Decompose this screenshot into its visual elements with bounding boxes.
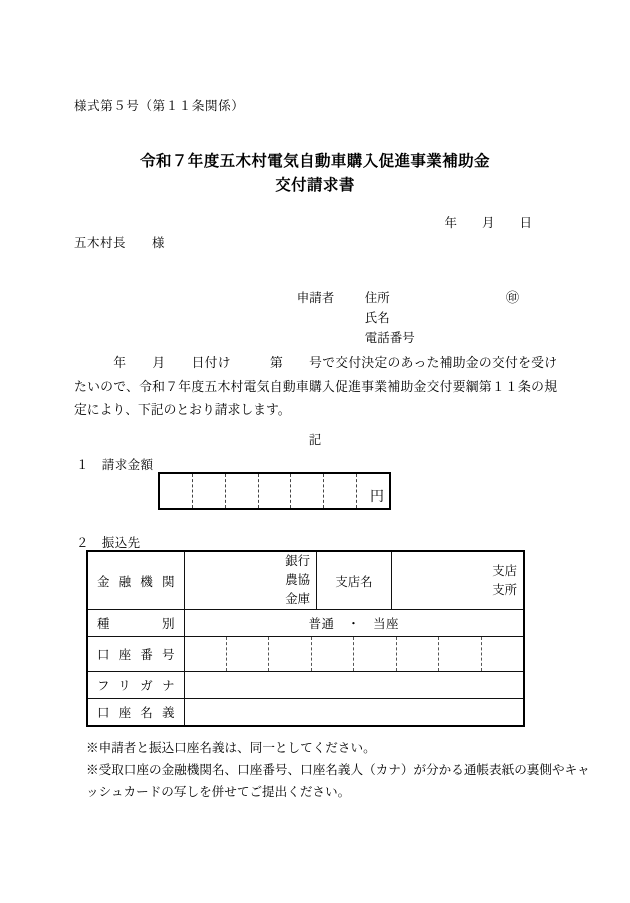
date-line: 年 月 日 — [444, 216, 532, 230]
row-label-furigana — [87, 672, 184, 699]
row-label-account-holder — [87, 699, 184, 727]
account-digit-cell[interactable] — [353, 637, 395, 671]
amount-unit-label: 円 — [370, 490, 385, 505]
account-number-field[interactable] — [184, 637, 524, 672]
title-line-2: 交付請求書 — [275, 177, 355, 194]
title-line-1: 令和７年度五木村電気自動車購入促進事業補助金 — [140, 153, 490, 170]
institution-kind-kinko: 金庫 — [285, 592, 310, 606]
account-digit-cell[interactable] — [396, 637, 438, 671]
account-digit-cell[interactable] — [481, 637, 523, 671]
account-number-grid — [185, 637, 524, 671]
account-digit-cell[interactable] — [311, 637, 353, 671]
body-paragraph: 年 月 日付け 第 号で交付決定のあった補助金の交付を受けたいので、令和７年度五木村電気自動車購入促進事業補助金交付要綱第１１条の規定により、下記のとおり請求します。 — [74, 356, 557, 417]
section-amount-label: １ 請求金額 — [76, 458, 154, 472]
institution-kind-noukyou: 農協 — [285, 573, 310, 587]
account-holder-field[interactable] — [184, 699, 524, 727]
amount-cell[interactable] — [225, 474, 258, 508]
furigana-field[interactable] — [184, 672, 524, 699]
row-label-institution — [87, 551, 184, 610]
branch-name-header: 支店名 — [317, 551, 392, 610]
bank-transfer-table — [86, 550, 525, 727]
ki-marker: 記 — [308, 433, 322, 447]
applicant-address-label: 住所 — [364, 291, 390, 305]
amount-cell[interactable] — [258, 474, 291, 508]
row-label-account-holder-text: 口座名義 — [97, 706, 175, 720]
branch-kind-shiten: 支店 — [492, 563, 517, 578]
row-label-type — [87, 610, 184, 637]
table-row-institution — [87, 551, 524, 610]
amount-input-box[interactable] — [158, 472, 391, 510]
applicant-name-label: 氏名 — [364, 311, 390, 325]
applicant-name-row — [278, 288, 520, 325]
table-row-type — [87, 610, 524, 637]
amount-cell[interactable] — [323, 474, 356, 508]
amount-cell[interactable] — [290, 474, 323, 508]
account-type-options[interactable]: 普通 ・ 当座 — [184, 610, 524, 637]
institution-name-field[interactable] — [184, 551, 317, 610]
row-label-account-number — [87, 637, 184, 672]
applicant-label: 申請者 — [296, 291, 335, 305]
page-title — [0, 150, 630, 198]
branch-name-field[interactable] — [392, 551, 525, 610]
applicant-block — [278, 268, 520, 345]
seal-icon: ㊞ — [506, 290, 520, 305]
amount-cell[interactable] — [192, 474, 225, 508]
applicant-phone-label: 電話番号 — [364, 331, 415, 345]
form-number: 様式第５号（第１１条関係） — [74, 99, 245, 113]
notes-block — [86, 737, 599, 803]
addressee: 五木村長 様 — [74, 236, 166, 250]
applicant-address-row — [278, 268, 415, 305]
branch-kind-shisho: 支所 — [492, 582, 517, 597]
account-digit-cell[interactable] — [226, 637, 268, 671]
amount-cell[interactable] — [160, 474, 192, 508]
note-item: ※受取口座の金融機関名、口座番号、口座名義人（カナ）が分かる通帳表紙の裏側やキャッシュカードの写しを併せてご提出ください。 — [86, 763, 590, 799]
row-label-type-text: 種別 — [97, 617, 175, 631]
account-digit-cell[interactable] — [438, 637, 480, 671]
note-item: ※申請者と振込口座名義は、同一としてください。 — [86, 741, 376, 755]
row-label-account-number-text: 口座番号 — [97, 648, 175, 662]
table-row-furigana — [87, 672, 524, 699]
table-row-account-number — [87, 637, 524, 672]
table-row-account-holder — [87, 699, 524, 727]
institution-kind-bank: 銀行 — [285, 554, 310, 568]
account-digit-cell[interactable] — [268, 637, 310, 671]
section-transfer-label: ２ 振込先 — [76, 536, 141, 550]
amount-unit-cell — [356, 474, 389, 508]
row-label-institution-text: 金融機関 — [97, 574, 175, 589]
applicant-phone-row — [278, 308, 415, 345]
account-digit-cell[interactable] — [185, 637, 226, 671]
row-label-furigana-text: フリガナ — [97, 679, 175, 693]
